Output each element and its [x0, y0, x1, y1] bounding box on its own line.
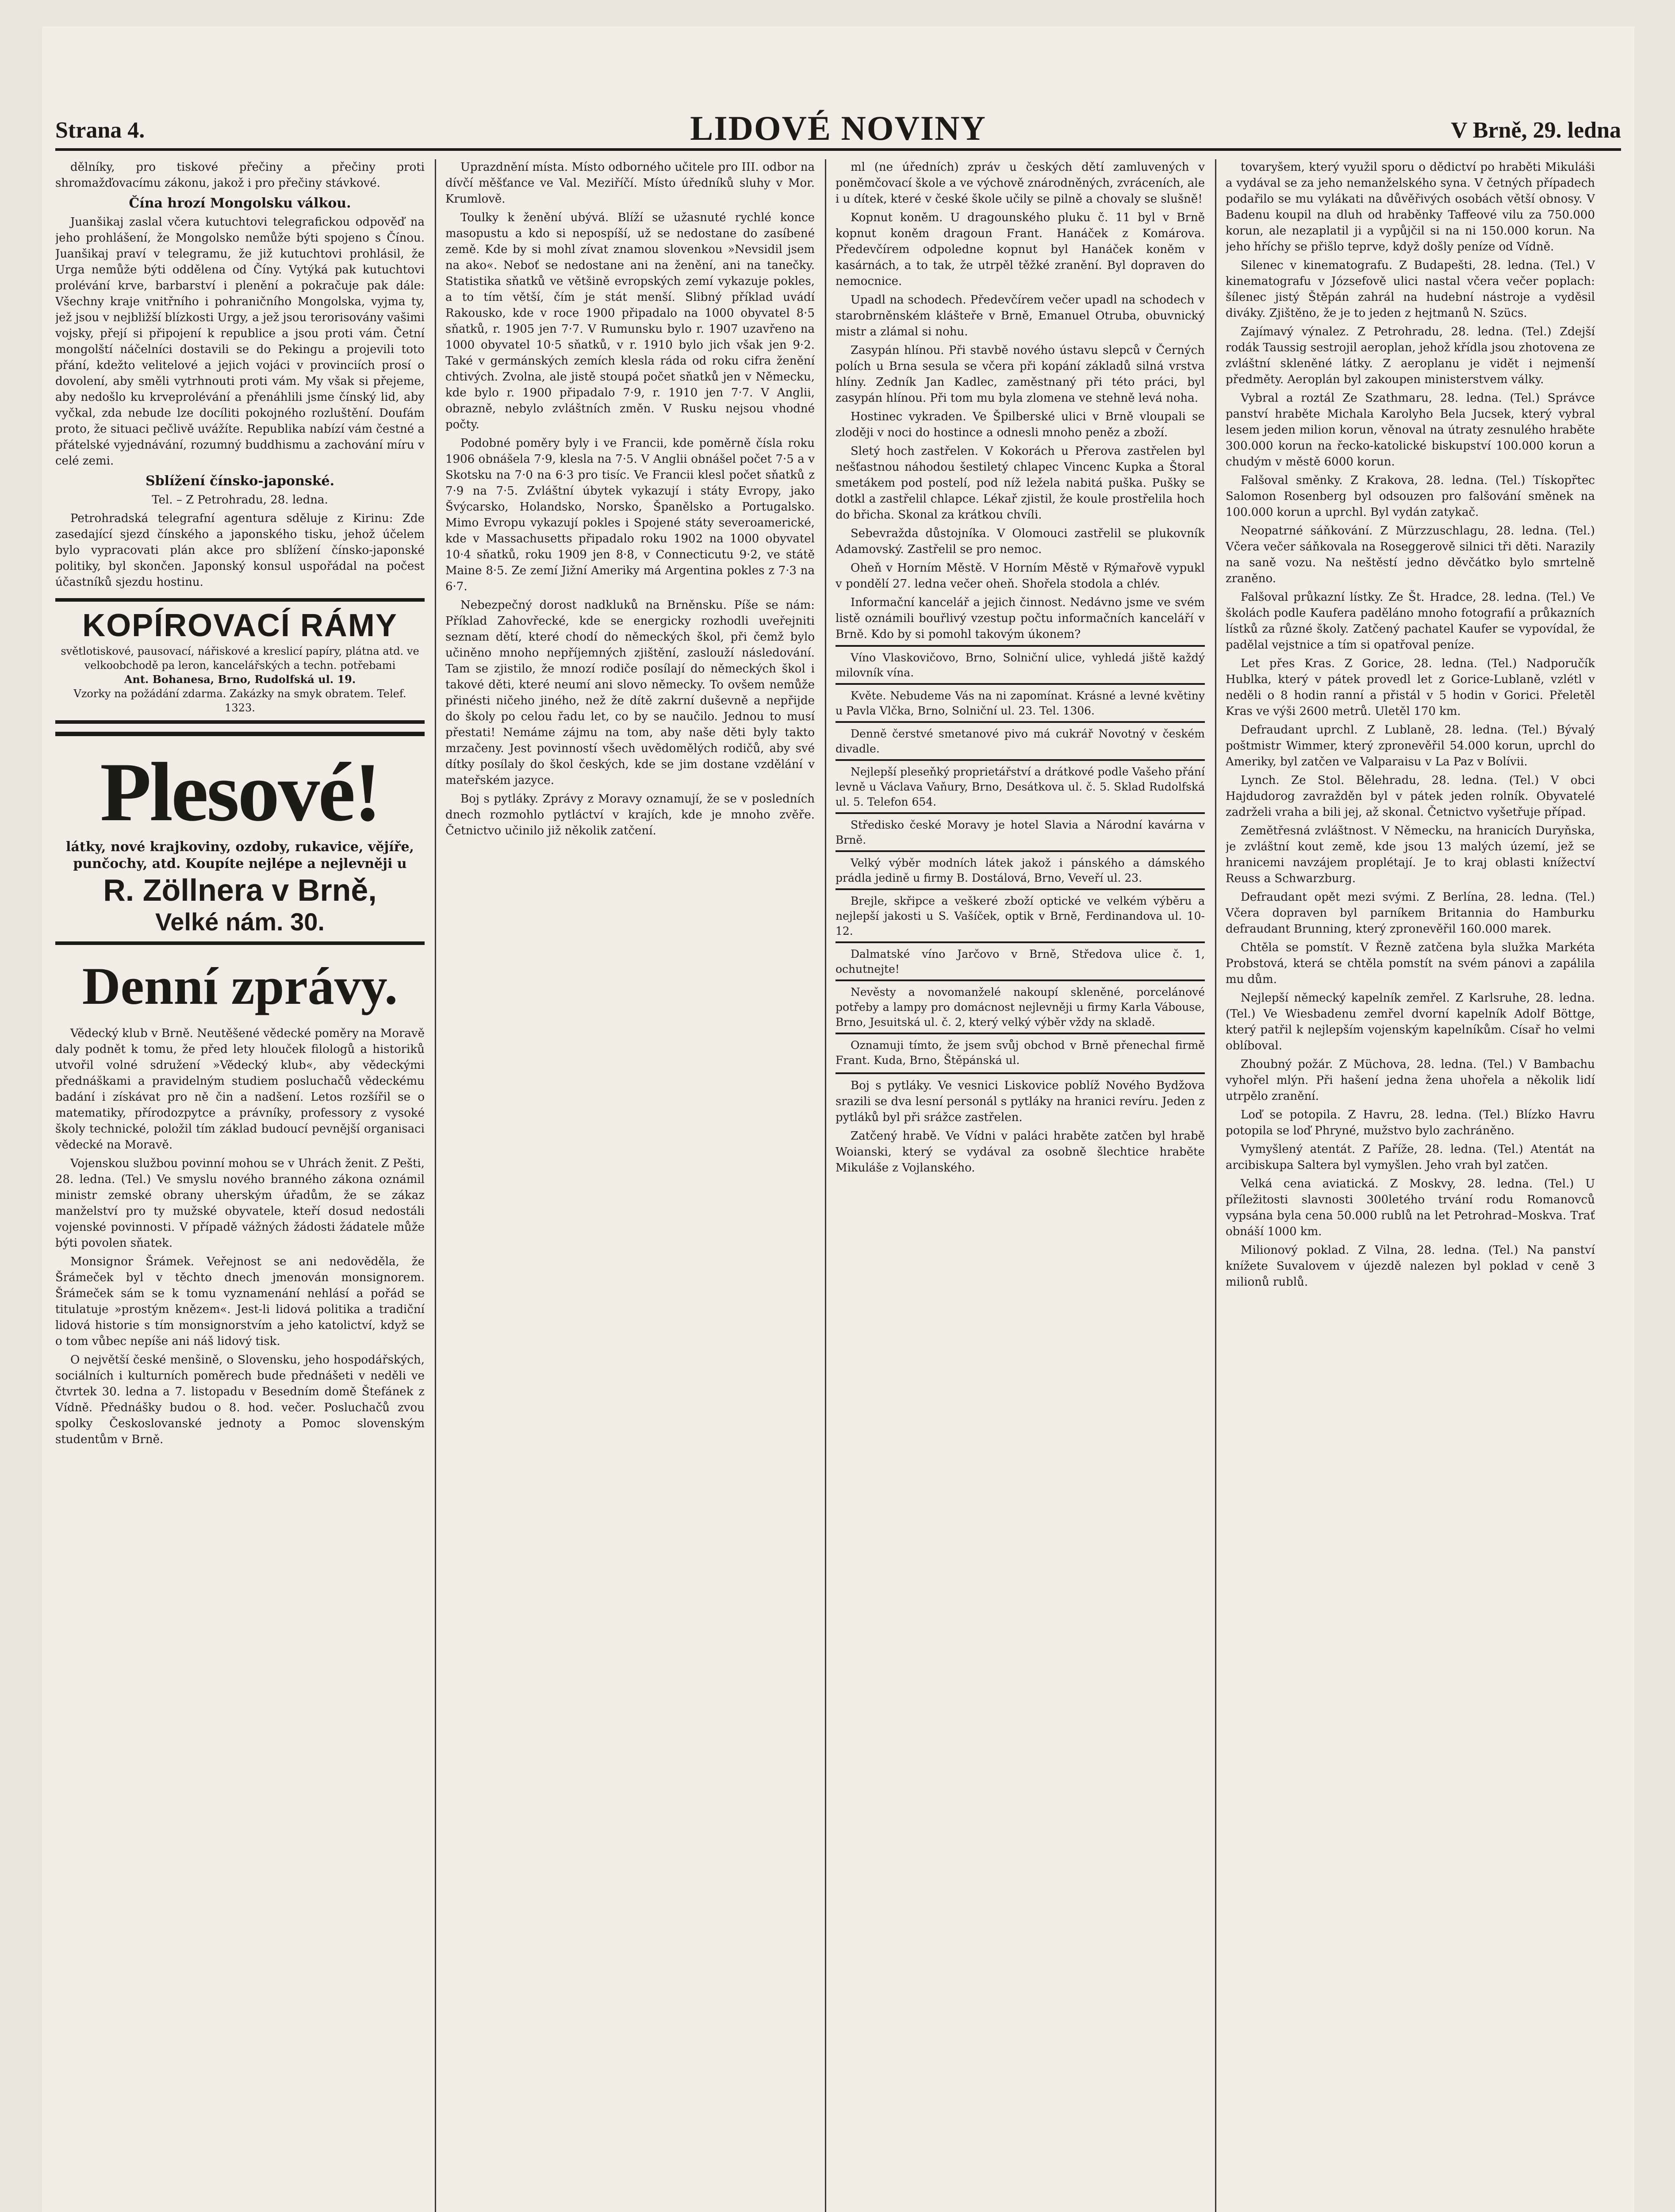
article-vybral: Vybral a roztál Ze Szathmaru, 28. ledna. (Tel.) Správce panství hraběte Michala Karolyho Bela Jucsek, který vybral lesem jeden milion korun, věnoval na útraty zesnulého hraběte 300.000 korun na řecko-katolické biskupství 100.000 korun a chudým v městě 6000 korun. — [1226, 392, 1595, 469]
column-rule — [1215, 159, 1216, 2212]
classified-ad: Oznamuji tímto, že jsem svůj obchod v Brně přenechal firmě Frant. Kuda, Brno, Štěpánská ul. — [836, 1033, 1205, 1068]
article-silenec: Silenec v kinematografu. Z Budapešti, 28. ledna. (Tel.) V kinematografu v Józsefově ulici nastal včera večer poplach: šílenec jistý Štěpán zahrál na hudební nástroje a vyděsil diváky. Zjištěno, že je to jeden z hejtmanů N. Szücs. — [1226, 259, 1595, 320]
column-3 — [836, 159, 1205, 2212]
advert-kopirovaci-ramy — [55, 598, 425, 724]
article-defraudant: Defraudant uprchl. Z Lublaně, 28. ledna. (Tel.) Bývalý poštmistr Wimmer, který zpronevěřil 54.000 korun, uprchl do Ameriky, byl zatčen ve Valparaisu v La Paz v Bolívii. — [1226, 723, 1595, 768]
article-china-japan: Petrohradská telegrafní agentura sděluje z Kirinu: Zde zasedající sjezd čínského a japonského tisku, jehož účelem bylo vypracovati plán akce pro sblížení čínsko-japonské politiky, byl skončen. Japonský konsul uspořádal na počest účastníků sjezdu hostinu. — [55, 512, 425, 589]
article-monsignor: Monsignor Šrámek. Veřejnost se ani nedověděla, že Šrámeček byl v těchto dnech jmenován monsignorem. Šrámeček sám se k tomu vyznamenání nehlásí a pořád se titulatuje »prostým knězem«. Jest-li lidová politika a tradiční lidová historie s tím monsignorstvím a jeho katolictví, když se o tom vůbec nepíše ani náš lidový tisk. — [55, 1255, 425, 1348]
advert-title: KOPÍROVACÍ RÁMY — [82, 608, 398, 643]
article-zatceny-hrabe: Zatčený hrabě. Ve Vídni v paláci hraběte zatčen byl hrabě Woianski, který se vydával za osobně šlechtice hraběte Mikuláše z Vojlanského. — [836, 1129, 1205, 1175]
article-lynch: Lynch. Ze Stol. Bělehradu, 28. ledna. (Tel.) V obci Hajdudorog zavražděn byl v pátek jeden rolník. Obyvatelé zadrželi vraha a bili jej, až skonal. Četnictvo vyšetřuje případ. — [1226, 774, 1595, 819]
newspaper-title: LIDOVÉ NOVINY — [690, 109, 986, 147]
article-defraudant-2: Defraudant opět mezi svými. Z Berlína, 28. ledna. (Tel.) Včera dopraven byl parníkem Britannia do Hamburku defraudant Brunning, který zpronevěřil 160.000 marek. — [1226, 891, 1595, 936]
article-statistika-snatku: Podobné poměry byly i ve Francii, kde poměrně čísla roku 1906 obnášela 7·9, klesla na 7·5. V Anglii obnášel počet 7·5 a v Skotsku na 7·0 na 6·3 pro tisíc. Ve Francii klesl počet sňatků z 7·9 na 7·5. Zvláštní úbytek vykazují i státy Evropy, jako Švýcarsko, Holandsko, Norsko, Španělsko a Portugalsko. Mimo Evropu vykazují pokles i Spojené státy severoamerické, kde v Massachusetts připadalo roku 1902 na 1000 obyvatel 10·4 sňatků, roku 1909 jen 8·8, v Connecticutu 9·2, ve státě Maine 8·5. Ze zemí Jižní Ameriky má Argentina pokles z 7·3 na 6·7. — [445, 437, 815, 593]
article-china-mongolia: Juanšikaj zaslal včera kutuchtovi telegrafickou odpověď na jeho prohlášení, že Mongolsko nemůže býti spojeno s Čínou. Juanšikaj praví v telegramu, že již kutuchtovi prohlásil, že Urga nemůže býti oddělena od Číny. Vytýká pak kutuchtovi prolévání krve, barbarství i plenění a pokračuje pak dále: Všechny kraje vnitřního i pohraničního Mongolska, vyjma ty, jež jsou v nejbližší blízkosti Urgy, a jež jsou terorisovány vašimi vojsky, přejí si připojení k republice a jsou proti vám. Četní mongolští náčelníci dostavili se do Pekingu a projevili toto přání, kdežto velitelové a jejich vojáci v provinciích prosí o dovolení, aby směli vytrhnouti proti vám. My však si přejeme, aby nedošlo ku krveprolévání a přenáhlili jsme čínský lid, aby vyčkal, zda nebude lze docíliti pokojného rozluštění. Doufám proto, že situaci pečlivě uvážíte. Republika nabízí vám čestné a přátelské vyjednávání, rozumný buddhismu a zachování míru v celé zemi. — [55, 215, 425, 468]
article-kapelnik: Nejlepší německý kapelník zemřel. Z Karlsruhe, 28. ledna. (Tel.) Ve Wiesbadenu zemřel dvorní kapelník Adolf Böttge, který patřil k nejlepším vojenským kapelníkům. Císař ho velmi oblíboval. — [1226, 991, 1595, 1052]
article-slovensko: O největší české menšině, o Slovensku, jeho hospodářských, sociálních i kulturních poměrech bude přednášeti v neděli ve čtvrtek 30. ledna a 7. listopadu v Besedním domě Štefánek z Vídně. Přednášky budou o 8. hod. večer. Posluchačů zvou spolky Českoslovanské jednoty a Pomoc slovenským studentům v Brně. — [55, 1353, 425, 1446]
article-tovarysem: tovaryšem, který využil sporu o dědictví po hraběti Mikuláši a vydával se za jeho nemanželského syna. V četných případech podařilo se mu vylákati na důvěřivých osobách větší obnosy. V Badenu koupil na dluh od hraběnky Taffeové vilu za 750.000 korun, ale nezaplatil ji a vypůjčil si na ni 150.000 korun. Na jeho hříchy se přišlo teprve, když došly peníze od Vídně. — [1226, 161, 1595, 253]
newspaper-page — [42, 27, 1634, 2212]
article-sankovani: Neopatrné sáňkování. Z Mürzzuschlagu, 28. ledna. (Tel.) Včera večer sáňkovala na Roseggerově silnici tři děti. Narazily na saně vozu. Na neštěstí jedno děvčátko bylo smrtelně zraněno. — [1226, 524, 1595, 585]
article-continuation: ml (ne úředních) zpráv u českých dětí zamluvených v poněmčovací škole a ve výchově znárodněných, zvráceních, ale i u dítek, které v české škole učily se pilně a chovaly se slušně! — [836, 161, 1205, 206]
advert-plesove — [55, 732, 425, 945]
article-hostinec: Hostinec vykraden. Ve Špilberské ulici v Brně vloupali se zloději v noci do hostince a odnesli mnoho peněz a zboží. — [836, 410, 1205, 439]
article-vojenska-sluzba: Vojenskou službou povinní mohou se v Uhrách ženit. Z Pešti, 28. ledna. (Tel.) Ve smyslu nového branného zákona oznámil ministr zemské obrany uherským úřadům, že se zákaz manželství pro ty mužské obyvatele, kteří dosud nedostáli vojenské povinnosti. V případě vážných žádosti žádatele může býti povolen sňatek. — [55, 1157, 425, 1250]
article-atentat: Vymyšlený atentát. Z Paříže, 28. ledna. (Tel.) Atentát na arcibiskupa Saltera byl vymyšlen. Jeho vrah byl zatčen. — [1226, 1143, 1595, 1172]
article-informacni-kancelare: Informační kancelář a jejich činnost. Nedávno jsme ve svém listě oznámili bouřlivý vzestup počtu informačních kanceláří v Brně. Kdo by si pomohl takovým úkonem? — [836, 596, 1205, 641]
article-zemetresna: Zemětřesná zvláštnost. V Německu, na hranicích Duryňska, je zvláštní kout země, kde jsou 13 malých území, jež se hranicemi navzájem proplétají. Je to kraj oblasti knížectví Reuss a Schwarzburg. — [1226, 824, 1595, 885]
article-lod: Loď se potopila. Z Havru, 28. ledna. (Tel.) Blízko Havru potopila se loď Phryné, mužstvo bylo zachráněno. — [1226, 1108, 1595, 1137]
advert-firm: Ant. Bohanesa, Brno, Rudolfská ul. 19. — [124, 673, 356, 686]
page-header — [55, 108, 1621, 151]
classified-ad: Nevěsty a novomanželé nakoupí skleněné, porcelánové potřeby a lampy pro domácnost nejlevněji u firmy Karla Vábouse, Brno, Jesuitská ul. č. 2, který velký výběr vždy na skladě. — [836, 979, 1205, 1030]
column-rule — [435, 159, 436, 2212]
advert-plesove-address: Velké nám. 30. — [155, 908, 325, 936]
article-pozar: Zhoubný požár. Z Müchova, 28. ledna. (Tel.) V Bambachu vyhořel mlýn. Při hašení jedna žena uhořela a několik lidí utrpělo zranění. — [1226, 1058, 1595, 1103]
article-uprazdnena-mista: Uprazdnění místa. Místo odborného učitele pro III. odbor na dívčí měšťance ve Val. Meziříčí. Místo úředníků sluhy v Mor. Krumlově. — [445, 161, 815, 206]
article-upadl: Upadl na schodech. Předevčírem večer upadl na schodech v starobrněnském klášteře v Brně, Emanuel Otruba, obuvnický mistr a zlámal si nohu. — [836, 293, 1205, 338]
article-prukazni-listky: Falšoval průkazní lístky. Ze Št. Hradce, 28. ledna. (Tel.) Ve školách podle Kaufera paděláno mnoho fotografií a průkazních lístků za různé školy. Zatčený pachatel Kaufer se vypovídal, že padělal vejstnice a tím si opatřoval peníze. — [1226, 591, 1595, 652]
article-intro: dělníky, pro tiskové přečiny a přečiny proti shromažďovacímu zákonu, jakož i pro přečiny stávkové. — [55, 161, 425, 190]
article-hoch-zastrelen: Sletý hoch zastřelen. V Kokorách u Přerova zastřelen byl nešťastnou náhodou šestiletý chlapec Vincenc Kupka a Štoral smetákem pod postelí, pod níž ležela nabitá puška. Pušky se dotkl a zastřelil chlapce. Lékař zjistil, že koule prostřelila hoch do břicha. Skonal za krátkou chvíli. — [836, 445, 1205, 522]
advert-plesove-firm: R. Zöllnera v Brně, — [103, 873, 377, 907]
article-poklad: Milionový poklad. Z Vilna, 28. ledna. (Tel.) Na panství knížete Suvalovem v újezdě nalezen byl poklad v ceně 3 milionů rublů. — [1226, 1244, 1595, 1289]
column-1 — [55, 159, 425, 2212]
column-4 — [1226, 159, 1595, 2212]
article-ohen: Oheň v Horním Městě. V Horním Městě v Rýmařově vypukl v pondělí 27. ledna večer oheň. Shořela stodola a chlév. — [836, 561, 1205, 591]
column-2 — [445, 159, 815, 2212]
advert-text: světlotiskové, pausovací, nářiskové a kreslicí papíry, plátna atd. ve velkoobchodě pa leron, kancelářských a techn. potřebami — [61, 645, 419, 672]
issue-date: V Brně, 29. ledna — [1451, 118, 1621, 143]
page-number: Strana 4. — [55, 118, 145, 143]
classified-ad: Velký výběr modních látek jakož i pánského a dámského prádla jedině u firmy B. Dostálová, Brno, Veveří ul. 23. — [836, 850, 1205, 886]
article-pomsta: Chtěla se pomstít. V Řezně zatčena byla služka Markéta Probstová, která se chtěla pomstít na svém pánovi a zapálila mu dům. — [1226, 941, 1595, 986]
article-smenky: Falšoval směnky. Z Krakova, 28. ledna. (Tel.) Tískopřtec Salomon Rosenberg byl odsouzen pro falšování směnek na 100.000 korun a uprchl. Byl vydán zatykač. — [1226, 474, 1595, 519]
classified-ad: Brejle, skřipce a veškeré zboží optické ve velkém výběru a nejlepší jakosti u S. Vašíček, optik v Brně, Ferdinandova ul. 10-12. — [836, 888, 1205, 939]
classified-ad: Nejlepší pleseňký proprietářství a drátkové podle Vašeho přání levně u Václava Vaňury, Brno, Desátkova ul. č. 5. Sklad Rudolfská ul. 5. Telefon 654. — [836, 759, 1205, 810]
classified-ad: Středisko české Moravy je hotel Slavia a Národní kavárna v Brně. — [836, 812, 1205, 848]
advert-plesove-title: Plesové! — [100, 746, 380, 839]
classified-ad: Denně čerstvé smetanové pivo má cukrář Novotný v českém divadle. — [836, 721, 1205, 757]
article-vynalez: Zajímavý výnalez. Z Petrohradu, 28. ledna. (Tel.) Zdejší rodák Taussig sestrojil aeroplan, jehož křídla jsou zhotovena ze zvláštní skleněné látky. Z aeroplanu je vidět i nejmenší předměty. Aeroplán byl zakoupen ministerstvem války. — [1226, 325, 1595, 386]
column-rule — [825, 159, 826, 2212]
article-sebevrazda: Sebevražda důstojníka. V Olomouci zastřelil se plukovník Adamovský. Zastřelil se pro nemoc. — [836, 527, 1205, 556]
dateline-china-japan: Tel. – Z Petrohradu, 28. ledna. — [152, 493, 328, 507]
classified-ad: Víno Vlaskovičovo, Brno, Solniční ulice, vyhledá jiště každý milovník vína. — [836, 645, 1205, 680]
article-boj-s-pytlaky-2: Boj s pytláky. Ve vesnici Liskovice poblíž Nového Bydžova srazili se dva lesní personál s pytláky na hranici revíru. Jeden z pytláků byl při srážce zastřelen. — [836, 1072, 1205, 1125]
classified-ad: Dalmatské víno Jarčovo v Brně, Středova ulice č. 1, ochutnejte! — [836, 941, 1205, 977]
article-cena-aviaticka: Velká cena aviatická. Z Moskvy, 28. ledna. (Tel.) U příležitosti slavnosti 300letého trvání rodu Romanovců vypsána byla cena 50.000 rublů na let Petrohrad–Moskva. Trať obnáší 1000 km. — [1226, 1177, 1595, 1238]
article-boj-s-pytlaky: Boj s pytláky. Zprávy z Moravy oznamují, že se v posledních dnech rozmohlo pytláctví v krajích, kde je mnoho zvěře. Četnictvo učinilo již několik zatčení. — [445, 792, 815, 837]
article-touha-k-zeneni: Toulky k ženění ubývá. Blíží se užasnuté rychlé konce masopustu a kdo si nepospíší, už se nedostane do zasíbené země. Kde by si mohl zívat znamou slovenkou »Nevsidil jsem na ako«. Neboť se nedostane ani na ženění, ani na tanečky. Statistika sňatků ve většině evropských zemí vykazuje pokles, a to tím větší, čím je stát menší. Slibný příklad uvádí Rakousko, kde v roce 1900 připadalo na 1000 obyvatel 8·5 sňatků, r. 1905 jen 7·7. V Rumunsku bylo r. 1907 uzavřeno na 1000 obyvatel 10·5 sňatků, v r. 1910 bylo jich však jen 9·2. Také v germánských zemích klesla ráda od roku cifra ženění chtivých. Zvolna, ale jistě stoupá počet sňatků jen v Německu, kde bylo r. 1900 připadalo 7·9, r. 1910 jen 7·7. V Anglii, obrazně, nebylo zvláštních změn. V Rusku nejsou vhodné počty. — [445, 211, 815, 431]
advert-footer: Vzorky na požádání zdarma. Zakázky na smyk obratem. Telef. 1323. — [73, 687, 406, 714]
classified-ad: Květe. Nebudeme Vás na ni zapomínat. Krásné a levné květiny u Pavla Vlčka, Brno, Solniční ul. 23. Tel. 1306. — [836, 683, 1205, 718]
article-zasypan: Zasypán hlínou. Při stavbě nového ústavu slepců v Černých polích u Brna sesula se včera při kopání základů silná vrstva hlíny. Zedník Jan Kadlec, zaměstnaný při této práci, byl zasypán hlínou. Při tom mu byla zlomena ve stehně levá noha. — [836, 344, 1205, 405]
article-kopnut-konem: Kopnut koněm. U dragounského pluku č. 11 byl v Brně kopnut koněm dragoun Frant. Hanáček z Komárova. Předevčírem odpoledne kopnut byl Hanáček koněm v kasárnách, a to tak, že utrpěl těžké zranění. Byl dopraven do nemocnice. — [836, 211, 1205, 288]
article-nebezpecny-dorost: Nebezpečný dorost nadkluků na Brněnsku. Píše se nám: Příklad Zahovřecké, kde se energicky rozhodli uveřejniti seznam dětí, které chodí do německých škol, při čemž bylo učiněno mnoho nepříjemných zjištění, zaslouží následování. Tam se zjistilo, že mnozí rodiče posílají do německých škol i takové děti, které neumí ani slovo německy. To ovšem nemůže přinésti ničeho jiného, než že dítě zakrní duševně a nepřijde do školy po celou řadu let, co by se naučilo. Jednou to musí přestati! Nemáme zájmu na tom, aby naše děti byly takto mrzačeny. Jest povinností všech uvědomělých rodičů, aby své dítky posílaly do škol českých, kde se jim dostane vzdělání v mateřském jazyce. — [445, 599, 815, 787]
section-heading-denni-zpravy: Denní zprávy. — [82, 956, 398, 1015]
article-vedecky-klub: Vědecký klub v Brně. Neutěšené vědecké poměry na Moravě daly podnět k tomu, že před lety hlouček filologů a historiků utvořil volné sdružení »Vědecký klub«, aby vědeckými přednáškami a pravidelným studiem posluchačů vědeckému badání i získávat pro ně čin a nadšení. Letos rozšířil se o matematiky, přírodozpytce a právníky, professory z vysoké školy technické, položil tím základ budoucí pevnější organisaci vědecké na Moravě. — [55, 1027, 425, 1152]
headline-china-japan: Sblížení čínsko-japonské. — [145, 473, 335, 489]
article-let-pres-kras: Let přes Kras. Z Gorice, 28. ledna. (Tel.) Nadporučík Hublka, který v pátek provedl let z Gorice-Lublaně, vzlétl v neděli o 8 hodin ranní a přistál v 5 hodin v Gorici. Přeletěl Kras ve výši 2600 metrů. Uletěl 170 km. — [1226, 657, 1595, 718]
advert-plesove-text: látky, nové krajkoviny, ozdoby, rukavice, vějíře, punčochy, atd. Koupíte nejlépe a nejlevněji u — [66, 839, 414, 872]
headline-china-mongolia: Čína hrozí Mongolsku válkou. — [129, 196, 351, 211]
